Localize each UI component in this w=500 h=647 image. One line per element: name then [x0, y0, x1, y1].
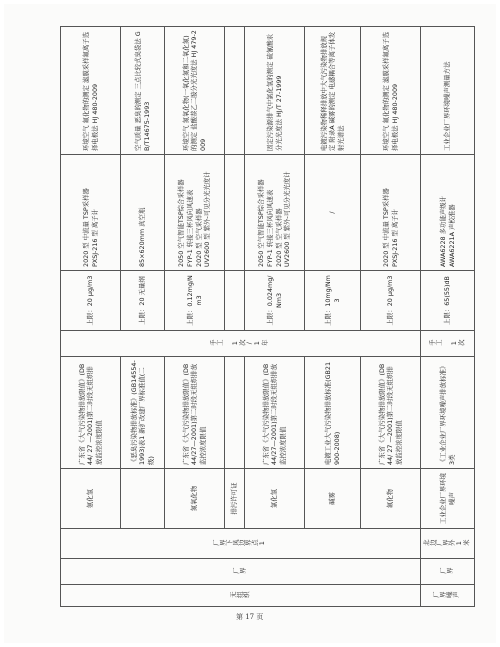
table-row — [165, 27, 225, 607]
limit-cell: 上限：0.024mg/Nm3 — [245, 271, 305, 331]
standard-cell: 广东省《大气污染物排放限值》(DB44/ 27 —2001)第二时段无组织排放监控浓度限值 — [361, 357, 421, 469]
pollutant-cell: 氨化氢 — [61, 469, 121, 529]
sampling-cell: AWA6228 多功能声级计 AWA6221A 声校准器 — [421, 155, 475, 271]
limit-cell: 上限：20 μg/m3 — [61, 271, 121, 331]
standard-cell: 广东省《大气污染物排放限值》(DB44/ 27 —2001)第二时段无组织排放监控浓度限值 — [61, 357, 121, 469]
standard-cell: 《工业企业厂界环境噪声排放标准》3类 — [421, 357, 475, 469]
sampling-cell: 2050 空气智能TSP综合采样器 FYP-1 转接三杯风向风速表 2020 型 空气采样器 UV2600 型 紫外-可见分光光度计 — [165, 155, 225, 271]
standard-cell: 《恶臭污染物排放标准》(GB14554-1993)表1 新扩改建厂界标准值(二级) — [121, 357, 165, 469]
category-cell: 厂界噪声 — [421, 585, 475, 607]
limit-cell: 上限：0.12mg/Nm3 — [165, 271, 225, 331]
location-cell: 厂界下风边界点1 — [61, 529, 421, 559]
north-label-cell: 北边厂界外1米 — [421, 529, 475, 559]
method-cell: 环境空气 氟化物的测定 滤膜采样氟离子选择电极法 HJ 480-2009 — [61, 27, 121, 155]
page-number: 第 17 页 — [236, 613, 264, 621]
method-cell: 固定污染源排气中氯化氢的测定 硫氰酸汞分光光度法 HJ/T 27-1999 — [245, 27, 305, 155]
standard-cell: 电镀工业大气污染物排放标准(GB21900-2008) — [305, 357, 361, 469]
table-row — [361, 27, 421, 607]
limit-cell: 上限：20 无量纲 — [121, 271, 165, 331]
pollutant-cell: 氮氧化物 — [165, 469, 225, 529]
table-row — [61, 27, 121, 607]
rotated-table-container — [60, 27, 470, 607]
method-cell: 环境空气 氟化物的测定 滤膜采样氟离子选择电极法 HJ 480-2009 — [361, 27, 421, 155]
group-cell-changjie: 厂界 — [61, 559, 421, 585]
frequency-cell: 手工 1次 — [421, 331, 475, 357]
group-cell-wuzuzhi: 无组织 — [61, 585, 421, 607]
method-cell: 环境空气 氮氧化物(一氧化氮和二氧化氮)的测定 盐酸萘乙二胺分光光度法 HJ 479-2009 — [165, 27, 225, 155]
table-row — [245, 27, 305, 607]
location-label-cell: 厂界 — [421, 559, 475, 585]
method-cell: 工业企业厂界环境噪声测量方法 — [421, 27, 475, 155]
pollutant-cell: 碱雾 — [305, 469, 361, 529]
method-cell: 空气质量 恶臭的测定 三点比较式臭袋法 GB/T14675-1993 — [121, 27, 165, 155]
method-cell: 电镀污染物稀释排放中大气污染物排放规定 附录A 碱雾的测定 电感耦合等离子体发射光谱法 — [305, 27, 361, 155]
pollutant-cell: 氯化氢 — [245, 469, 305, 529]
limit-cell: 上限：10mg/Nm3 — [305, 271, 361, 331]
table-row — [305, 27, 361, 607]
sampling-cell: 2020 型 中流量 TSP采样器 PXSJ-216 型 离子计 — [61, 155, 121, 271]
pollutant-cell: 氟化物 — [361, 469, 421, 529]
table-row — [225, 27, 245, 607]
standard-cell: 广东省《大气污染物排放限值》(DB44/27—2001)第二时段无组织排放监控浓度限值 — [165, 357, 225, 469]
limit-cell: 上限：20 μg/m3 — [361, 271, 421, 331]
pollutant-cell — [121, 469, 165, 529]
standard-cell: 广东省《大气污染物排放限值》(DB44/27—2001)第二时段无组织排放监控浓度限值 — [245, 357, 305, 469]
frequency-cell: 手工 1次/1年 — [61, 331, 421, 357]
limit-cell: 上限：65(55)dB — [421, 271, 475, 331]
sampling-cell: 2050 空气智能TSP综合采样器 FYP-1 转接三杯风向风速表 2020 型 空气采样器 UV2600 型 紫外-可见分光光度计 — [245, 155, 305, 271]
sampling-cell: 85×620mm 真空瓶 — [121, 155, 165, 271]
sampling-cell: / — [305, 155, 361, 271]
table-row — [121, 27, 165, 607]
table-row — [421, 27, 475, 607]
permit-label-cell: 排污许可证 — [225, 469, 245, 529]
sampling-cell: 2020 型 中流量 TSP采样器 PXSJ-216 型 离子计 — [361, 155, 421, 271]
pollutant-cell: 工业企业厂界环境噪声 — [421, 469, 475, 529]
monitoring-table — [60, 26, 475, 607]
